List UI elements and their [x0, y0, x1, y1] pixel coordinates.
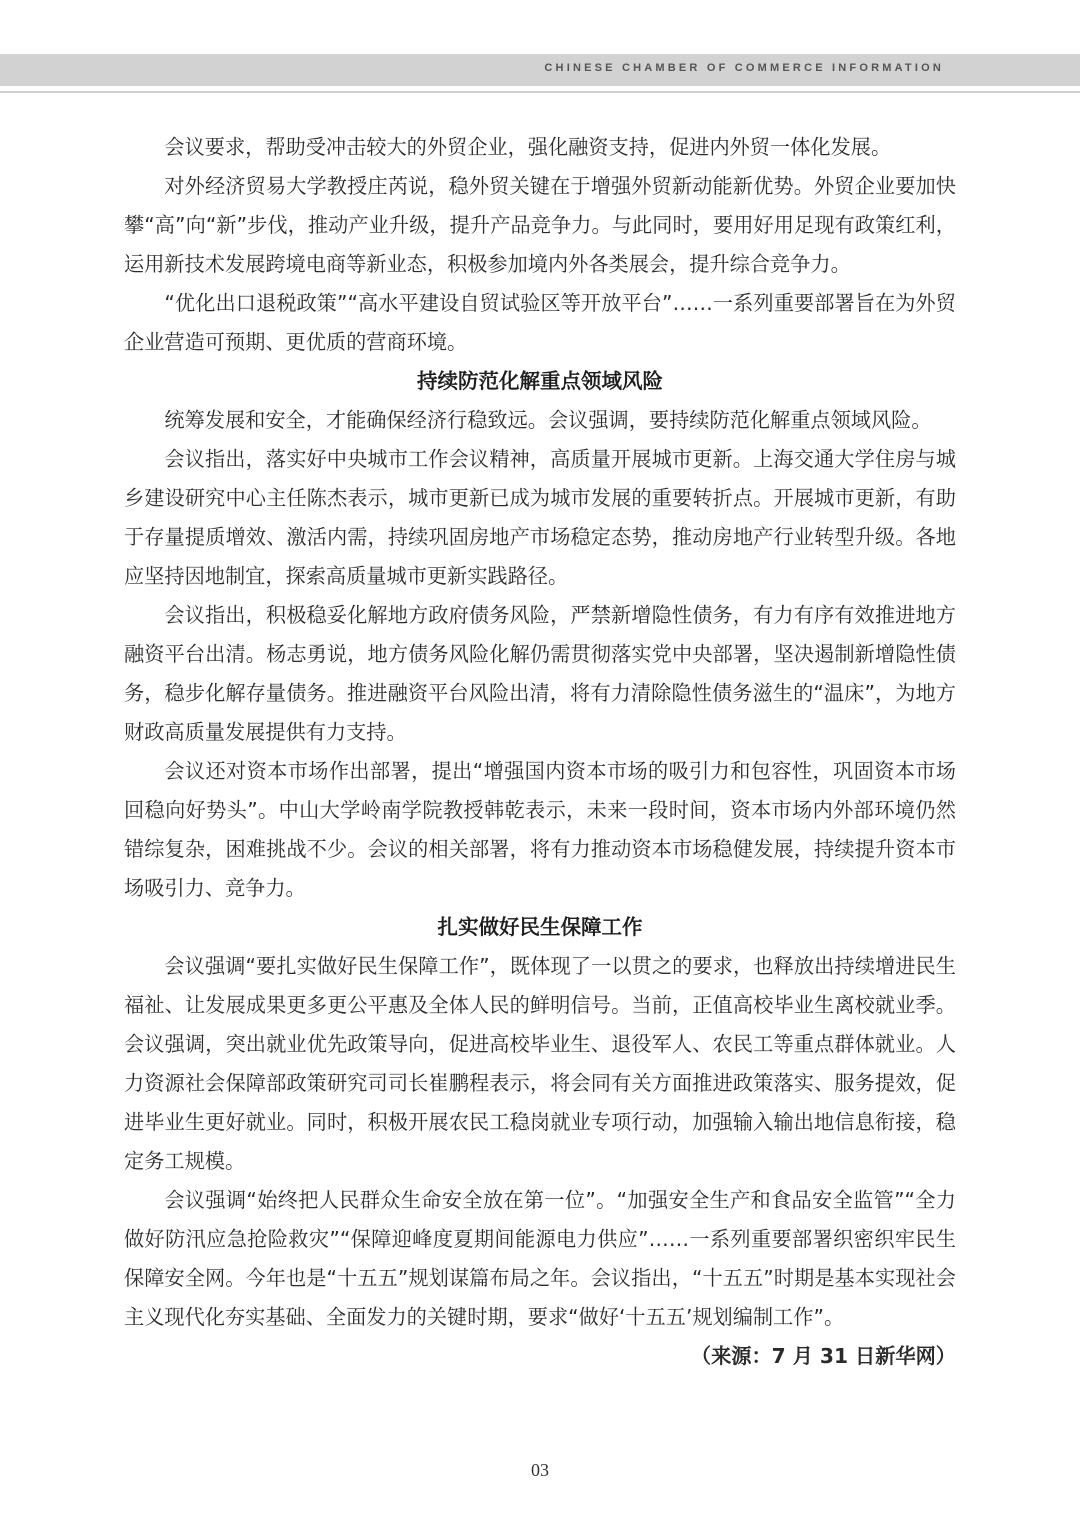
paragraph-5: 会议指出，落实好中央城市工作会议精神，高质量开展城市更新。上海交通大学住房与城乡建设研究中心主任陈杰表示，城市更新已成为城市发展的重要转折点。开展城市更新，有助于存量提质增效、激活内需，持续巩固房地产市场稳定态势，推动房地产行业转型升级。各地应坚持因地制宜，探索高质量城市更新实践路径。: [124, 447, 956, 588]
paragraph-9: 会议强调“始终把人民群众生命安全放在第一位”。“加强安全生产和食品安全监管”“全力做好防汛应急抢险救灾”“保障迎峰度夏期间能源电力供应”……一系列重要部署织密织牢民生保障安全网。今年也是“十五五”规划谋篇布局之年。会议指出，“十五五”时期是基本实现社会主义现代化夯实基础、全面发力的关键时期，要求“做好‘十五五’规划编制工作”。: [124, 1188, 956, 1329]
paragraph-4: 统筹发展和安全，才能确保经济行稳致远。会议强调，要持续防范化解重点领域风险。: [164, 408, 932, 432]
paragraph-3: “优化出口退税政策”“高水平建设自贸试验区等开放平台”……一系列重要部署旨在为外贸企业营造可预期、更优质的营商环境。: [124, 291, 956, 354]
paragraph-6: 会议指出，积极稳妥化解地方政府债务风险，严禁新增隐性债务，有力有序有效推进地方融资平台出清。杨志勇说，地方债务风险化解仍需贯彻落实党中央部署，坚决遏制新增隐性债务，稳步化解存量债务。推进融资平台风险出清，将有力清除隐性债务滋生的“温床”，为地方财政高质量发展提供有力支持。: [124, 603, 956, 744]
paragraph-1: 会议要求，帮助受冲击较大的外贸企业，强化融资支持，促进内外贸一体化发展。: [164, 135, 892, 159]
paragraph-8: 会议强调“要扎实做好民生保障工作”，既体现了一以贯之的要求，也释放出持续增进民生福祉、让发展成果更多更公平惠及全体人民的鲜明信号。当前，正值高校毕业生离校就业季。会议强调，突出就业优先政策导向，促进高校毕业生、退役军人、农民工等重点群体就业。人力资源社会保障部政策研究司司长崔鹏程表示，将会同有关方面推进政策落实、服务提效，促进毕业生更好就业。同时，积极开展农民工稳岗就业专项行动，加强输入输出地信息衔接，稳定务工规模。: [124, 954, 956, 1173]
paragraph-2: 对外经济贸易大学教授庄芮说，稳外贸关键在于增强外贸新动能新优势。外贸企业要加快攀“高”向“新”步伐，推动产业升级，提升产品竞争力。与此同时，要用好用足现有政策红利，运用新技术发展跨境电商等新业态，积极参加境内外各类展会，提升综合竞争力。: [124, 174, 956, 276]
section-heading-livelihood: 扎实做好民生保障工作: [437, 915, 643, 939]
page-number: 03: [531, 1460, 549, 1480]
article-body: [124, 128, 956, 1376]
header-rule: [0, 91, 1080, 93]
section-heading-risk: 持续防范化解重点领域风险: [417, 369, 663, 393]
source-citation: （来源：7 月 31 日新华网）: [690, 1344, 956, 1368]
paragraph-7: 会议还对资本市场作出部署，提出“增强国内资本市场的吸引力和包容性，巩固资本市场回稳向好势头”。中山大学岭南学院教授韩乾表示，未来一段时间，资本市场内外部环境仍然错综复杂，困难挑战不少。会议的相关部署，将有力推动资本市场稳健发展，持续提升资本市场吸引力、竞争力。: [124, 759, 956, 900]
publication-title: CHINESE CHAMBER OF COMMERCE INFORMATION: [544, 62, 944, 74]
